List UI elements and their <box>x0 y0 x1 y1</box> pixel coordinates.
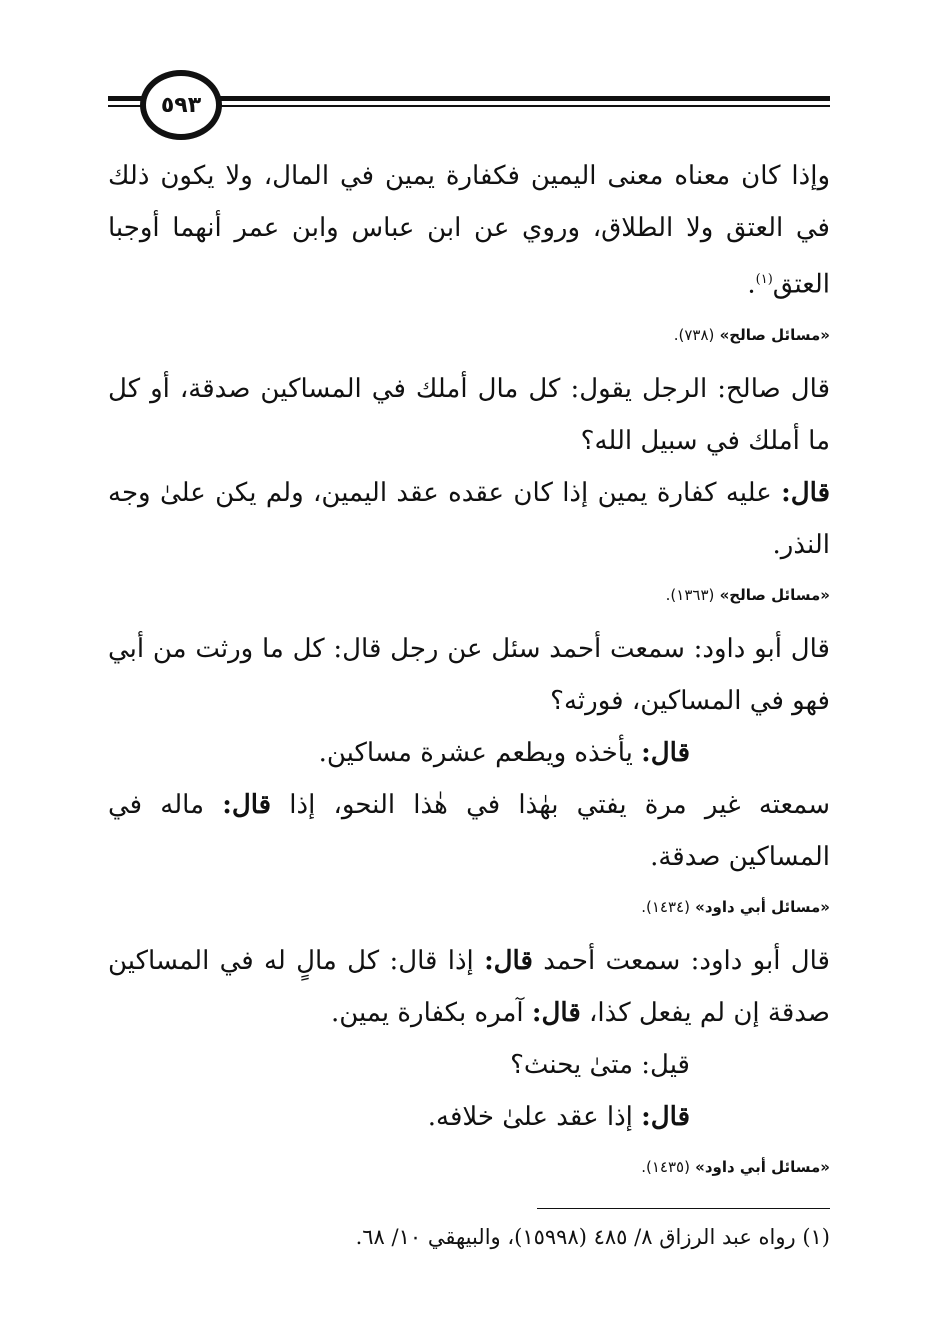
paragraph: قال أبو داود: سمعت أحمد قال: إذا قال: كل مالٍ له في المساكين صدقة إن لم يفعل كذا، قال: آمره بكفارة يمين. <box>108 945 830 1028</box>
page-header <box>108 70 830 134</box>
paragraph: وإذا كان معناه معنى اليمين فكفارة يمين في المال، ولا يكون ذلك في العتق ولا الطلاق، وروي عن ابن عباس وابن عمر أنهما أوجبا العتق$^{(١)}$. <box>108 161 830 300</box>
paragraph: قال: إذا عقد علىٰ خلافه. <box>427 1101 690 1132</box>
paragraph: قال: يأخذه ويطعم عشرة مساكين. <box>318 737 690 768</box>
paragraph: قيل: متىٰ يحنث؟ <box>510 1049 690 1080</box>
footnote-marker: (١) <box>755 272 773 287</box>
paragraph: سمعته غير مرة يفتي بهٰذا في هٰذا النحو، إذا قال: ماله في المساكين صدقة. <box>108 789 831 872</box>
source-citation: «مسائل صالح» (٧٣٨). <box>673 325 830 344</box>
page-number: ٥٩٣ <box>140 70 222 140</box>
paragraph: قال: عليه كفارة يمين إذا كان عقده عقد اليمين، ولم يكن علىٰ وجه النذر. <box>108 477 830 560</box>
source-citation: «مسائل أبي داود» (١٤٣٤). <box>641 897 830 916</box>
main-text <box>108 150 830 1195</box>
source-citation: «مسائل أبي داود» (١٤٣٥). <box>641 1157 830 1176</box>
paragraph: قال أبو داود: سمعت أحمد سئل عن رجل قال: كل ما ورثت من أبي فهو في المساكين، فورثه؟ <box>108 633 830 716</box>
source-citation: «مسائل صالح» (١٣٦٣). <box>665 585 830 604</box>
footnote-separator <box>537 1208 830 1209</box>
footnote: (١) رواه عبد الرزاق ٨/ ٤٨٥ (١٥٩٩٨)، والبيهقي ١٠/ ٦٨. <box>355 1225 830 1249</box>
paragraph: قال صالح: الرجل يقول: كل مال أملك في المساكين صدقة، أو كل ما أملك في سبيل الله؟ <box>108 373 830 456</box>
